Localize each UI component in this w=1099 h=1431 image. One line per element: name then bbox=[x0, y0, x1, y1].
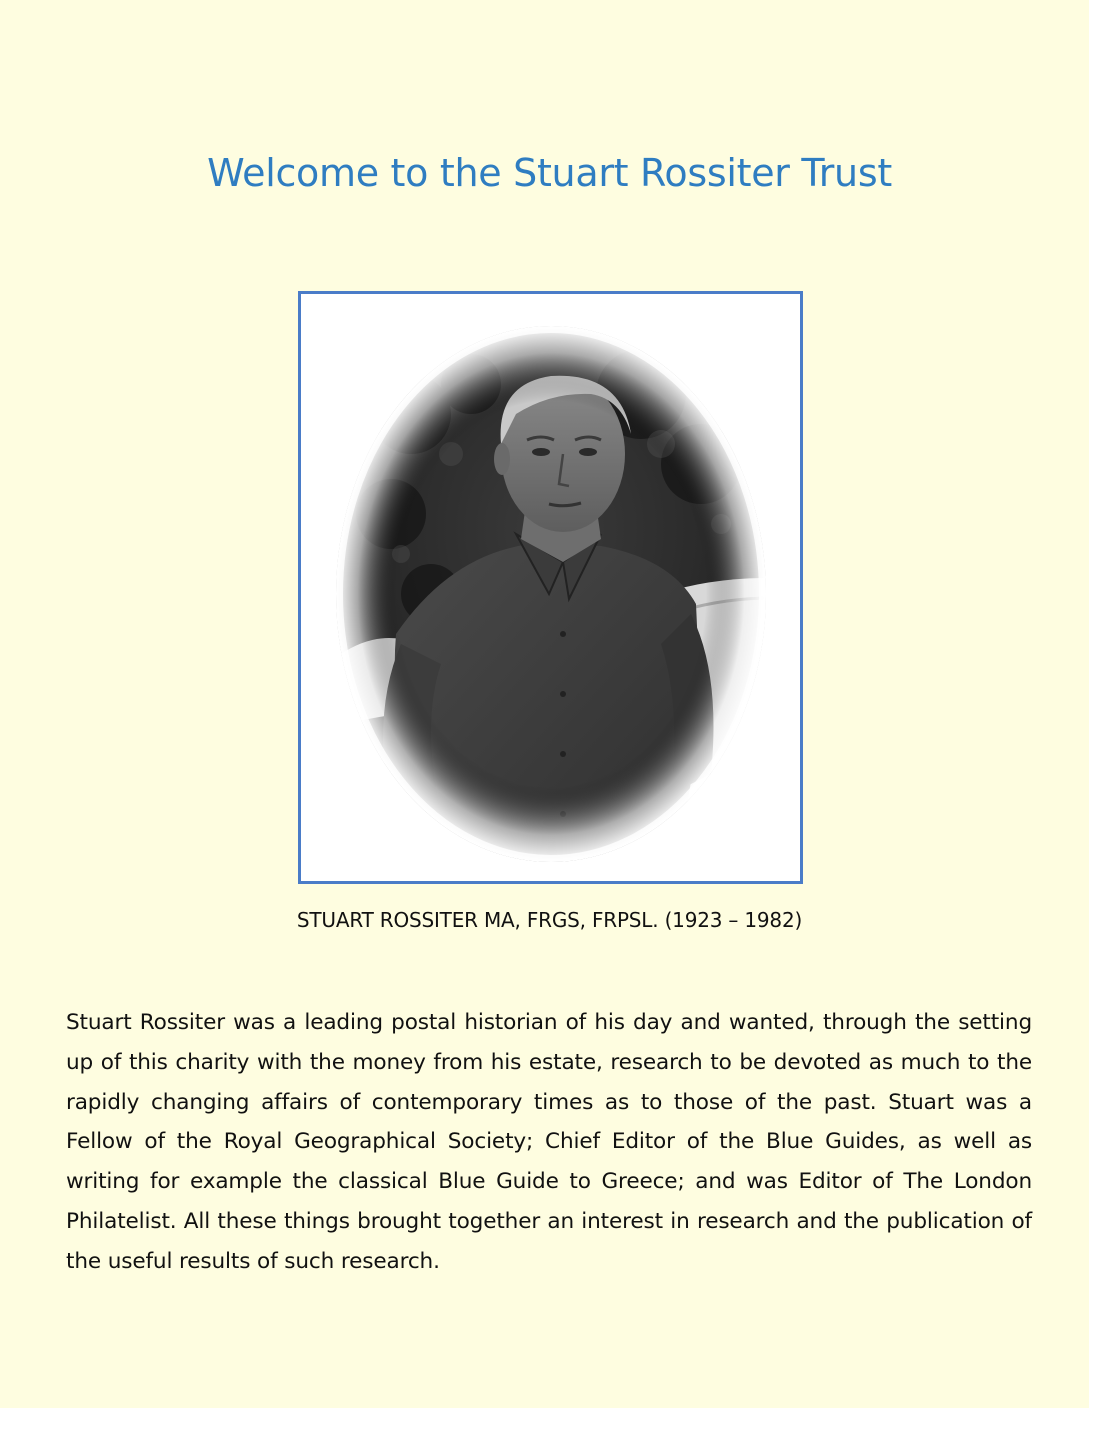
intro-paragraph: Stuart Rossiter was a leading postal historian of his day and wanted, through the setting up of this charity with the money from his estate, research to be devoted as much to the rapidly changing affairs of contemporary times as to those of the past. Stuart was a Fellow of the Royal Geographical Society; Chief Editor of the Blue Guides, as well as writing for example the classical Blue Guide to Greece; and was Editor of The London Philatelist. All these things brought together an interest in research and the publication of the useful results of such research. bbox=[66, 1010, 1032, 1274]
photo-caption: STUART ROSSITER MA, FRGS, FRPSL. (1923 – 1982) bbox=[296, 908, 803, 932]
portrait-frame bbox=[298, 291, 803, 884]
portrait-photo bbox=[301, 294, 800, 881]
page-title: Welcome to the Stuart Rossiter Trust bbox=[207, 151, 892, 195]
